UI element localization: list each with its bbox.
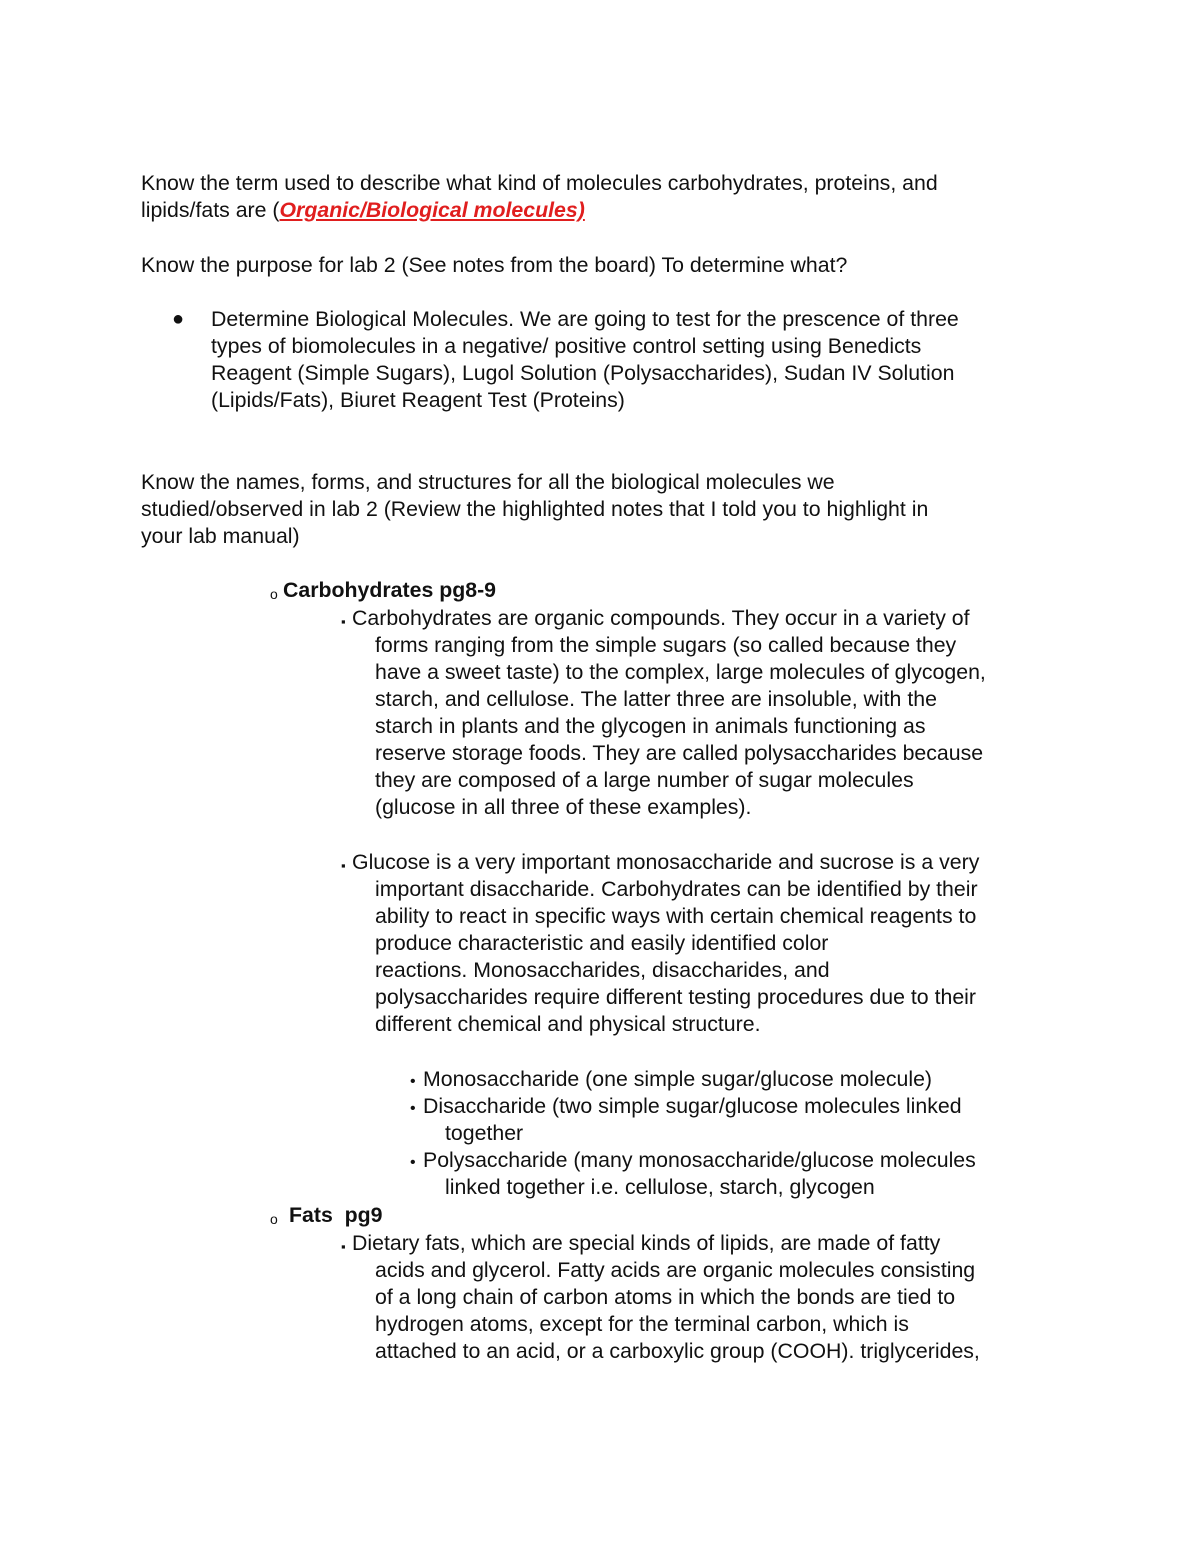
circle-bullet-icon: o <box>270 586 278 602</box>
type-monosaccharide: Monosaccharide (one simple sugar/glucose molecule) <box>423 1067 933 1091</box>
type-disaccharide <box>423 1093 962 1147</box>
square-bullet-icon: ▪ <box>341 858 346 873</box>
names-line: Know the names, forms, and structures for all the biological molecules we <box>141 470 835 494</box>
carbs-para-1-line: they are composed of a large number of sugar molecules <box>375 768 914 792</box>
purpose-bullet-line: Reagent (Simple Sugars), Lugol Solution (Polysaccharides), Sudan IV Solution <box>211 361 955 385</box>
carbs-para-1-line: (glucose in all three of these examples). <box>375 795 752 819</box>
intro-line-2-prefix: lipids/fats are ( <box>141 198 280 222</box>
fats-para-line: acids and glycerol. Fatty acids are organic molecules consisting <box>375 1258 976 1282</box>
square-bullet-icon: ▪ <box>341 614 346 629</box>
type-polysaccharide-line: Polysaccharide (many monosaccharide/glucose molecules <box>423 1148 976 1172</box>
purpose-bullet <box>211 306 959 414</box>
carbs-para-1-line: Carbohydrates are organic compounds. They occur in a variety of <box>352 606 970 630</box>
carbs-para-2-line: ability to react in specific ways with certain chemical reagents to <box>375 904 977 928</box>
dot-bullet-icon: • <box>410 1073 416 1090</box>
fats-heading: Fats pg9 <box>289 1203 383 1227</box>
carbs-para-2-line: produce characteristic and easily identified color <box>375 931 829 955</box>
circle-bullet-icon: o <box>270 1211 278 1227</box>
carbs-para-2-line: reactions. Monosaccharides, disaccharides, and <box>375 958 830 982</box>
carbs-para-2-line: polysaccharides require different testing procedures due to their <box>375 985 977 1009</box>
fats-para-line: of a long chain of carbon atoms in which the bonds are tied to <box>375 1285 956 1309</box>
purpose-bullet-line: Determine Biological Molecules. We are going to test for the prescence of three <box>211 307 959 331</box>
purpose-question <box>141 252 847 279</box>
type-polysaccharide <box>423 1147 976 1201</box>
fats-para-line: Dietary fats, which are special kinds of lipids, are made of fatty <box>352 1231 941 1255</box>
intro-answer: Organic/Biological molecules) <box>279 198 585 222</box>
fats-para <box>352 1230 980 1365</box>
carbs-para-1-line: forms ranging from the simple sugars (so called because they <box>375 633 957 657</box>
names-line: studied/observed in lab 2 (Review the highlighted notes that I told you to highlight in <box>141 497 929 521</box>
purpose-bullet-line: (Lipids/Fats), Biuret Reagent Test (Proteins) <box>211 388 625 412</box>
carbs-heading: Carbohydrates pg8-9 <box>283 578 497 602</box>
bullet-dot-icon: ● <box>172 308 185 330</box>
names-line: your lab manual) <box>141 524 300 548</box>
carbs-para-1-line: starch, and cellulose. The latter three are insoluble, with the <box>375 687 937 711</box>
purpose-bullet-line: types of biomolecules in a negative/ positive control setting using Benedicts <box>211 334 922 358</box>
type-polysaccharide-line: linked together i.e. cellulose, starch, glycogen <box>445 1175 875 1199</box>
carbs-para-2 <box>352 849 979 1038</box>
carbs-para-1 <box>352 605 986 821</box>
square-bullet-icon: ▪ <box>341 1239 346 1254</box>
dot-bullet-icon: • <box>410 1154 416 1171</box>
intro-line-2 <box>141 197 938 224</box>
purpose-question-text: Know the purpose for lab 2 (See notes from the board) To determine what? <box>141 253 848 277</box>
intro-question <box>141 170 938 224</box>
carbs-para-2-line: important disaccharide. Carbohydrates can be identified by their <box>375 877 978 901</box>
type-disaccharide-line: together <box>445 1121 524 1145</box>
carbs-para-1-line: starch in plants and the glycogen in animals functioning as <box>375 714 926 738</box>
fats-para-line: attached to an acid, or a carboxylic group (COOH). triglycerides, <box>375 1339 980 1363</box>
type-disaccharide-line: Disaccharide (two simple sugar/glucose molecules linked <box>423 1094 962 1118</box>
carbs-para-2-line: Glucose is a very important monosaccharide and sucrose is a very <box>352 850 980 874</box>
carbs-para-1-line: have a sweet taste) to the complex, large molecules of glycogen, <box>375 660 986 684</box>
dot-bullet-icon: • <box>410 1100 416 1117</box>
fats-para-line: hydrogen atoms, except for the terminal carbon, which is <box>375 1312 909 1336</box>
carbs-para-2-line: different chemical and physical structure. <box>375 1012 761 1036</box>
carbs-para-1-line: reserve storage foods. They are called polysaccharides because <box>375 741 984 765</box>
intro-line-1: Know the term used to describe what kind of molecules carbohydrates, proteins, and <box>141 171 938 195</box>
names-question <box>141 469 928 550</box>
